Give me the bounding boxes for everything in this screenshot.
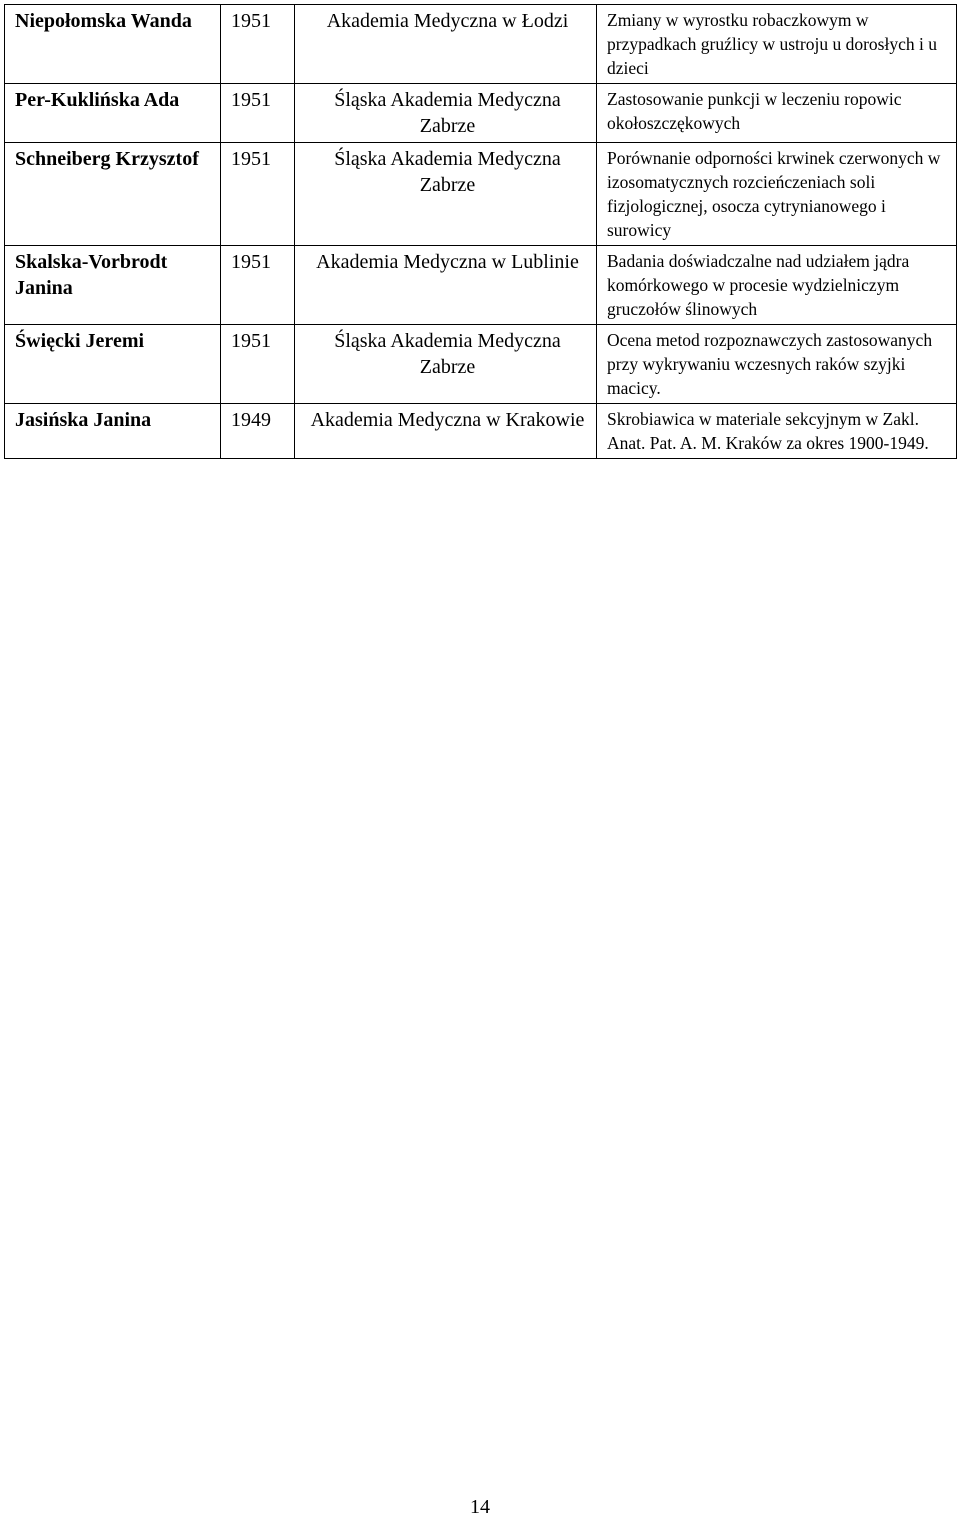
institution-cell: Śląska Akademia Medyczna Zabrze [295,143,597,246]
table-row [5,84,957,143]
institution-cell: Akademia Medyczna w Krakowie [295,404,597,459]
institution-cell: Akademia Medyczna w Lublinie [295,246,597,325]
year-cell: 1951 [221,5,295,84]
author-cell: Skalska-Vorbrodt Janina [5,246,221,325]
page-number: 14 [470,1496,490,1518]
dissertation-table [4,4,957,459]
topic-cell: Zastosowanie punkcji w leczeniu ropowic okołoszczękowych [597,84,957,143]
table-row [5,143,957,246]
topic-cell: Skrobiawica w materiale sekcyjnym w Zakl. Anat. Pat. A. M. Kraków za okres 1900-1949. [597,404,957,459]
topic-cell: Zmiany w wyrostku robaczkowym w przypadkach gruźlicy w ustroju u dorosłych i u dzieci [597,5,957,84]
topic-cell: Porównanie odporności krwinek czerwonych w izosomatycznych rozcieńczeniach soli fizjologicznej, osocza cytrynianowego i surowicy [597,143,957,246]
institution-cell: Akademia Medyczna w Łodzi [295,5,597,84]
year-cell: 1949 [221,404,295,459]
author-cell: Niepołomska Wanda [5,5,221,84]
institution-cell: Śląska Akademia Medyczna Zabrze [295,325,597,404]
author-cell: Schneiberg Krzysztof [5,143,221,246]
topic-cell: Ocena metod rozpoznawczych zastosowanych przy wykrywaniu wczesnych raków szyjki macicy. [597,325,957,404]
year-cell: 1951 [221,325,295,404]
table-row [5,404,957,459]
author-cell: Per-Kuklińska Ada [5,84,221,143]
year-cell: 1951 [221,246,295,325]
year-cell: 1951 [221,84,295,143]
author-cell: Jasińska Janina [5,404,221,459]
table-row [5,5,957,84]
table-row [5,325,957,404]
topic-cell: Badania doświadczalne nad udziałem jądra komórkowego w procesie wydzielniczym gruczołów ślinowych [597,246,957,325]
year-cell: 1951 [221,143,295,246]
table-row [5,246,957,325]
institution-cell: Śląska Akademia Medyczna Zabrze [295,84,597,143]
author-cell: Święcki Jeremi [5,325,221,404]
